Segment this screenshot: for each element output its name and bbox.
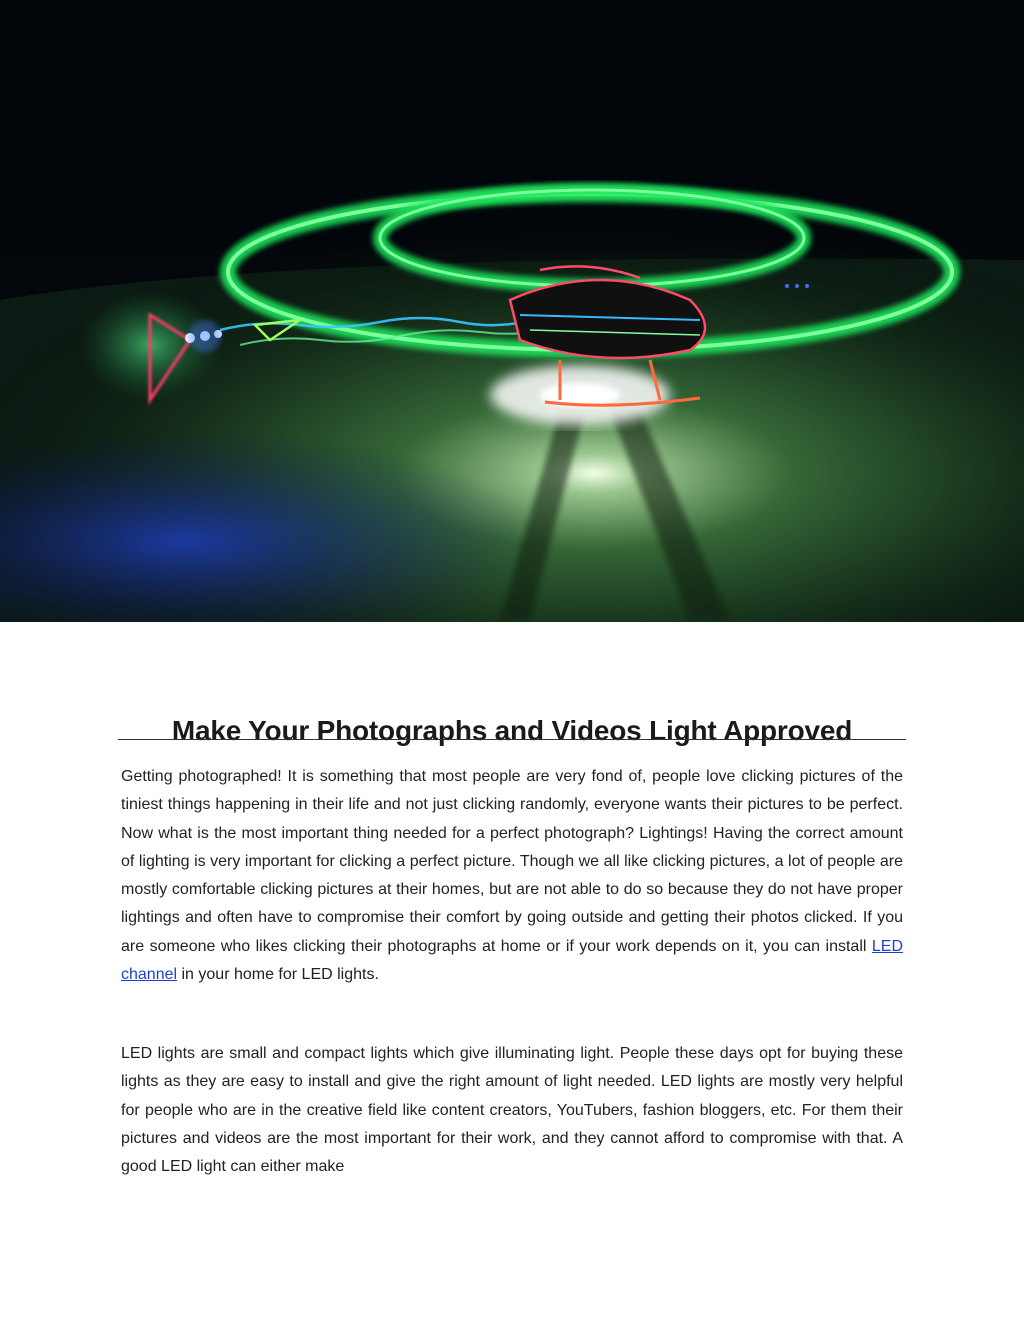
led-helicopter-photo-icon bbox=[0, 0, 1024, 622]
paragraph-2: LED lights are small and compact lights which give illuminating light. People these days opt for buying these lights as they are easy to install and give the right amount of light needed. LED lights are mostly very helpful for people who are in the creative field like content creators, YouTubers, fashion bloggers, etc. For them their pictures and videos are the most important for their work, and they cannot afford to compromise with that. A good LED light can either make bbox=[121, 1045, 903, 1176]
led-channel-link[interactable]: LED channel bbox=[121, 937, 903, 984]
paragraph-1-text: Getting photographed! It is something that most people are very fond of, people love clicking pictures of the tiniest things happening in their life and not just clicking randomly, everyone wants their pictures to be perfect. Now what is the most important thing needed for a perfect photograph? Lightings! Having the correct amount of lighting is very important for clicking a perfect picture. Though we all like clicking pictures, a lot of people are mostly comfortable clicking pictures at their homes, but are not able to do so because they do not have proper lightings and often have to compromise their comfort by going outside and getting their photos clicked. If you are someone who likes clicking their photographs at home or if your work depends on it, you can install bbox=[121, 768, 903, 955]
page-title: Make Your Photographs and Videos Light Approved bbox=[171, 714, 853, 746]
paragraph-1-tail: in your home for LED lights. bbox=[177, 966, 379, 984]
title-divider bbox=[118, 739, 906, 740]
paragraph-1 bbox=[121, 763, 903, 989]
hero-photo bbox=[0, 0, 1024, 622]
